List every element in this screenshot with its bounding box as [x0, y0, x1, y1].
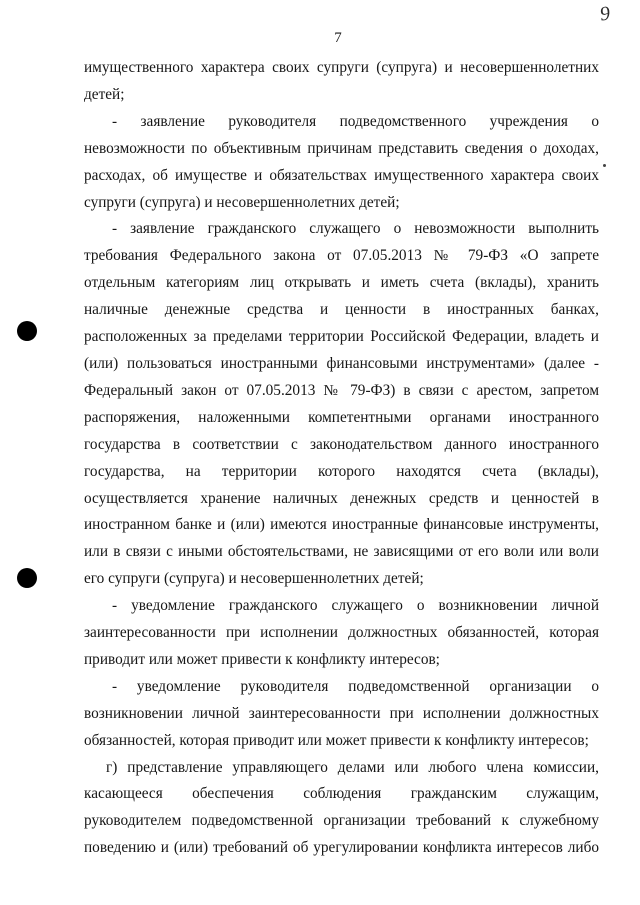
text-line: распоряжения, наложенными компетентными органами иностранного	[84, 408, 599, 426]
text-line: расходах, об имуществе и обязательствах имущественного характера своих	[84, 166, 599, 184]
text-line: Федеральный закон от 07.05.2013 № 79-ФЗ) в связи с арестом, запретом	[84, 381, 599, 399]
text-line: отдельным категориям лиц открывать и иметь счета (вклады), хранить	[84, 274, 599, 292]
text-line: его супруги (супруга) и несовершеннолетних детей;	[84, 570, 424, 588]
text-line: наличные денежные средства и ценности в иностранных банках,	[84, 301, 599, 319]
text-line: государства в соответствии с законодательством данного иностранного	[84, 435, 599, 453]
text-line: обязанностей, которая приводит или может привести к конфликту интересов;	[84, 731, 589, 749]
punch-hole-mark	[17, 568, 37, 588]
text-line: приводит или может привести к конфликту интересов;	[84, 650, 440, 668]
text-line: осуществляется хранение наличных денежных средств и ценностей в	[84, 489, 599, 507]
text-line: касающееся обеспечения соблюдения гражданским служащим,	[84, 785, 599, 803]
text-line: - заявление руководителя подведомственного учреждения о	[112, 112, 599, 130]
punch-hole-mark	[17, 321, 37, 341]
text-line: иностранном банке и (или) имеются иностранные финансовые инструменты,	[84, 516, 599, 534]
text-line: - уведомление руководителя подведомственной организации о	[112, 677, 599, 695]
text-line: имущественного характера своих супруги (супруга) и несовершеннолетних	[84, 59, 599, 76]
text-line: руководителем подведомственной организации требований к служебному	[84, 812, 599, 830]
text-line: возникновении личной заинтересованности при исполнении должностных	[84, 704, 599, 722]
document-body	[84, 55, 599, 862]
text-line: детей;	[84, 85, 125, 103]
scan-speck	[603, 164, 606, 167]
page-number: 7	[334, 30, 342, 46]
text-line: заинтересованности при исполнении должностных обязанностей, которая	[84, 624, 599, 642]
text-line: - уведомление гражданского служащего о возникновении личной	[112, 597, 599, 615]
text-line: супруги (супруга) и несовершеннолетних детей;	[84, 193, 400, 211]
text-line: невозможности по объективным причинам представить сведения о доходах,	[84, 139, 599, 157]
text-line: (или) пользоваться иностранными финансовыми инструментами» (далее -	[84, 354, 599, 372]
text-line: расположенных за пределами территории Российской Федерации, владеть и	[84, 328, 599, 346]
text-line: поведению и (или) требований об урегулировании конфликта интересов либо	[84, 839, 599, 857]
text-line: г) представление управляющего делами или любого члена комиссии,	[106, 758, 599, 776]
text-line: требования Федерального закона от 07.05.2013 № 79-ФЗ «О запрете	[84, 247, 599, 265]
text-line: - заявление гражданского служащего о невозможности выполнить	[112, 220, 599, 238]
handwritten-page-number: 9	[598, 2, 612, 26]
text-line: государства, на территории которого находятся счета (вклады),	[84, 462, 599, 480]
text-line: или в связи с иными обстоятельствами, не зависящими от его воли или воли	[84, 543, 599, 561]
